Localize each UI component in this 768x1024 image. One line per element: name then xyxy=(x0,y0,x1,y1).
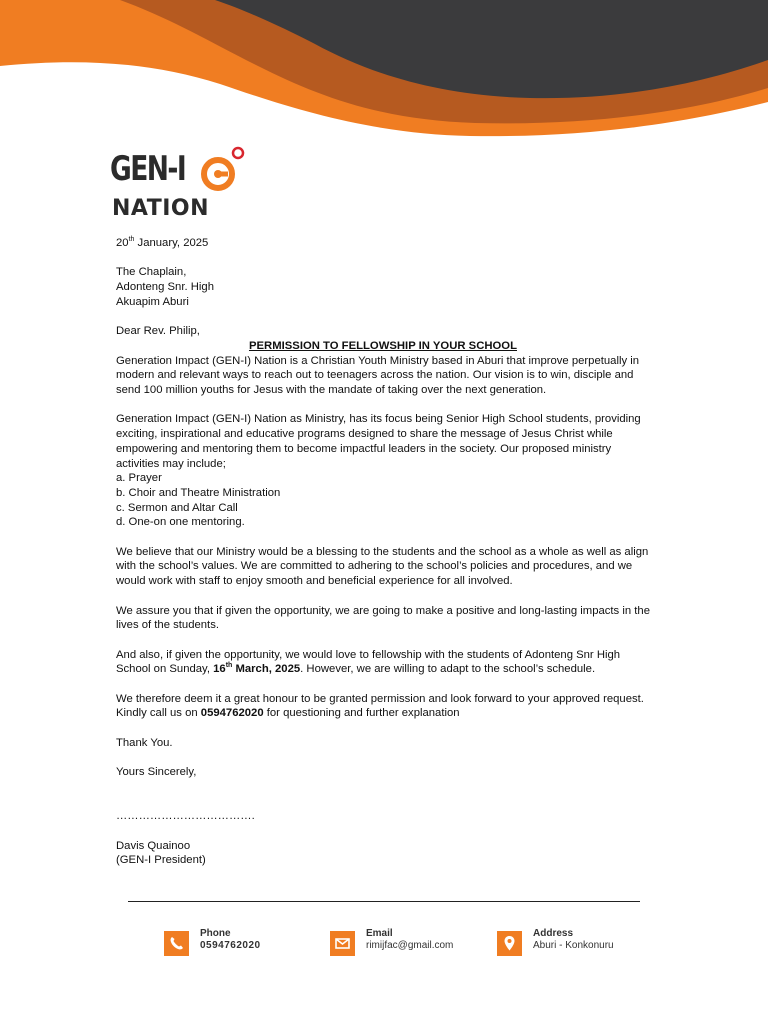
closing-line: Yours Sincerely, xyxy=(116,766,197,779)
location-pin-icon xyxy=(497,931,522,956)
letter-subject: PERMISSION TO FELLOWSHIP IN YOUR SCHOOL xyxy=(248,339,517,352)
phone-label: Phone xyxy=(200,928,231,939)
paragraph-contact-request: We therefore deem it a great honour to be granted permission and look forward to your approved request. Kindly call us on 0594762020 for questioning and further explanation xyxy=(116,692,644,720)
envelope-icon xyxy=(330,931,355,956)
signer-title: (GEN-I President) xyxy=(116,854,206,867)
paragraph-assurance: We assure you that if given the opportunity, we are going to make a positive and long-lasting impacts in the lives of the students. xyxy=(116,604,650,632)
salutation: Dear Rev. Philip, xyxy=(116,325,200,338)
letter-date: 20th January, 2025 xyxy=(116,236,209,249)
thanks-line: Thank You. xyxy=(116,736,173,749)
activity-item: c. Sermon and Altar Call xyxy=(116,501,238,514)
paragraph-blessing: We believe that our Ministry would be a blessing to the students and the school as a whole as well as align with the school’s values. We are committed to adhering to the school’s policies and procedures, and we would work with staff to enjoy smooth and beneficial experience for all involved. xyxy=(116,545,649,588)
recipient-line: The Chaplain, xyxy=(116,266,187,279)
gen-i-nation-logo xyxy=(110,142,250,224)
paragraph-focus: Generation Impact (GEN-I) Nation as Ministry, has its focus being Senior High School students, providing exciting, inspirational and educative programs designed to share the message of Jesus Christ while empowering and mentoring them to become impactful leaders in the society. Our proposed ministry activities may include; xyxy=(116,413,641,470)
activity-item: d. One-on one mentoring. xyxy=(116,516,245,529)
email-label: Email xyxy=(366,928,393,939)
recipient-line: Adonteng Snr. High xyxy=(116,281,214,294)
logo-text-nation: NATION xyxy=(112,196,210,221)
phone-value: 0594762020 xyxy=(200,940,261,951)
recipient-line: Akuapim Aburi xyxy=(116,295,189,308)
letter-body xyxy=(116,236,650,868)
phone-icon xyxy=(164,931,189,956)
logo-text-gen-i: GEN-I xyxy=(110,149,186,189)
paragraph-date-request: And also, if given the opportunity, we would love to fellowship with the students of Adonteng Snr High School on Sunday, 16th March, 2025. However, we are willing to adapt to the school’s schedule. xyxy=(116,648,621,676)
activity-item: a. Prayer xyxy=(116,472,162,485)
logo-g-mark-icon xyxy=(198,144,246,192)
address-value: Aburi - Konkonuru xyxy=(533,940,614,951)
signature-line: ………………………………. xyxy=(116,810,255,823)
email-value: rimijfac@gmail.com xyxy=(366,940,454,951)
header-wave-banner xyxy=(0,0,768,140)
signer-name: Davis Quainoo xyxy=(116,839,191,852)
footer-divider xyxy=(128,901,640,902)
paragraph-intro: Generation Impact (GEN-I) Nation is a Christian Youth Ministry based in Aburi that improve perpetually in modern and relevant ways to reach out to teenagers across the nation. Our vision is to win, disciple and send 100 million youths for Jesus with the mandate of taking over the next generation. xyxy=(116,354,640,396)
activity-item: b. Choir and Theatre Ministration xyxy=(116,486,281,499)
contact-phone-number: 0594762020 xyxy=(200,707,264,720)
address-label: Address xyxy=(533,928,574,939)
